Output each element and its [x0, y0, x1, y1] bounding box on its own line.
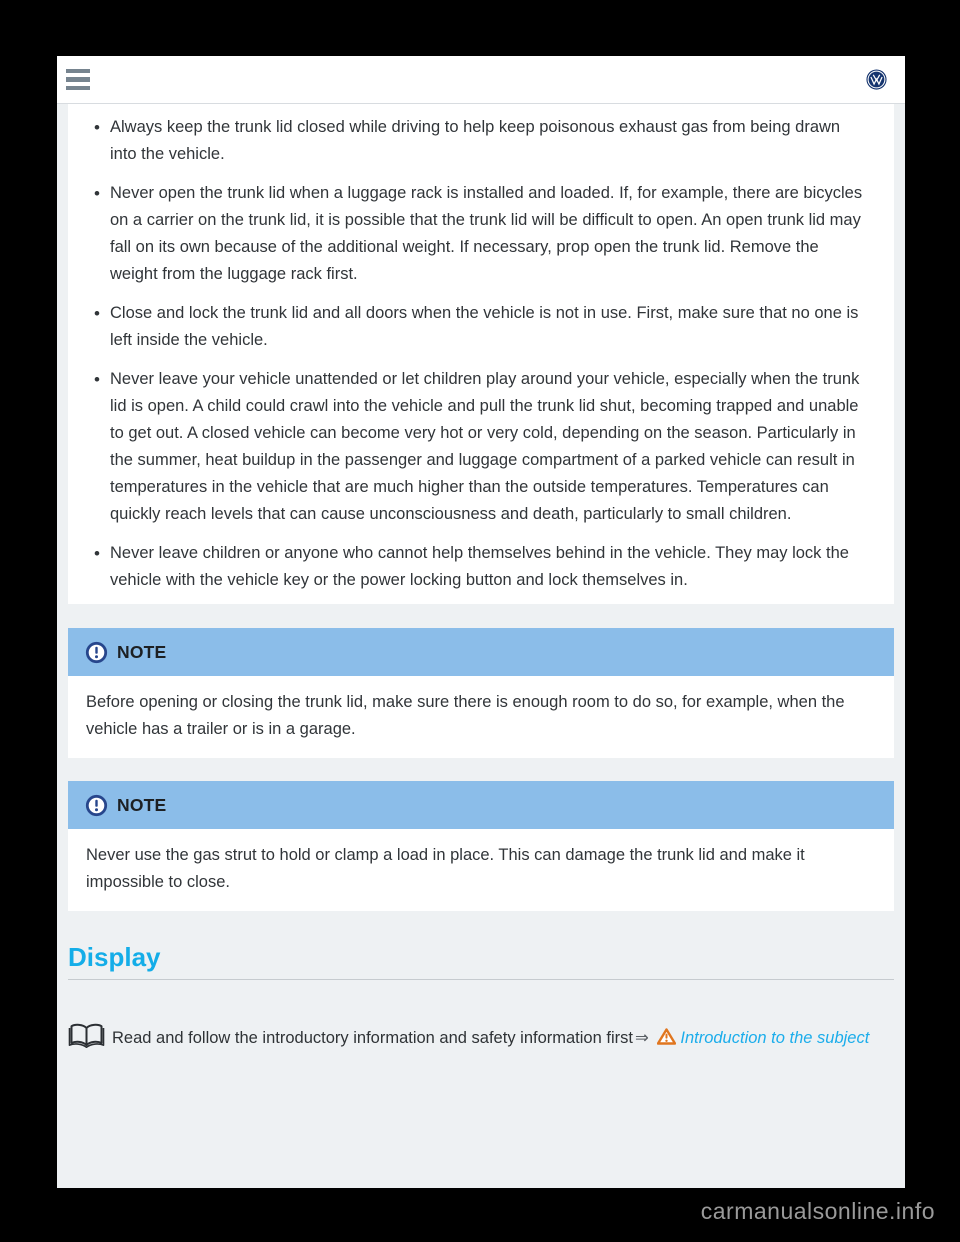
note-header	[68, 781, 894, 829]
vw-logo-icon	[866, 69, 887, 90]
safety-bullet-list	[94, 114, 868, 594]
section-divider	[68, 979, 894, 980]
note-exclamation-icon	[85, 794, 108, 817]
safety-bullet-item: • Close and lock the trunk lid and all doors when the vehicle is not in use. First, make sure that no one is left inside the vehicle.	[94, 300, 868, 354]
reference-arrow: ⇒	[634, 1029, 649, 1047]
intro-text: Read and follow the introductory information and safety information first	[112, 1029, 633, 1047]
note-exclamation-icon	[85, 641, 108, 664]
section-title: Display	[68, 942, 161, 972]
note-title: NOTE	[117, 794, 167, 815]
safety-bullet-item: • Never open the trunk lid when a luggage rack is installed and loaded. If, for example, there are bicycles on a carrier on the trunk lid, it is possible that the trunk lid will be difficult to open. An open trunk lid may fall on its own because of the additional weight. If necessary, prop open the trunk lid. Remove the weight from the luggage rack first.	[94, 180, 868, 288]
note-title: NOTE	[117, 641, 167, 662]
warning-triangle-icon	[657, 1028, 676, 1045]
page-header	[57, 56, 905, 104]
cross-reference-link[interactable]: Introduction to the subject	[680, 1029, 870, 1047]
manual-page	[57, 56, 905, 1188]
note-box	[68, 781, 894, 911]
safety-bullet-item: • Never leave your vehicle unattended or let children play around your vehicle, especially when the trunk lid is open. A child could crawl into the vehicle and pull the trunk lid shut, becoming trapped and unable to get out. A closed vehicle can become very hot or very cold, depending on the season. Particularly in the summer, heat buildup in the passenger and luggage compartment of a parked vehicle can result in temperatures in the vehicle that are much higher than the outside temperatures. Temperatures can quickly reach levels that can cause unconsciousness and death, particularly to small children.	[94, 366, 868, 528]
note-body-text: Never use the gas strut to hold or clamp a load in place. This can damage the trunk lid and make it impossible to close.	[68, 829, 894, 911]
safety-bullets-card	[68, 104, 894, 604]
note-box	[68, 628, 894, 758]
display-section	[68, 941, 894, 1052]
safety-bullet-item: • Never leave children or anyone who cannot help themselves behind in the vehicle. They may lock the vehicle with the vehicle key or the power locking button and lock themselves in.	[94, 540, 868, 594]
note-body-text: Before opening or closing the trunk lid, make sure there is enough room to do so, for example, when the vehicle has a trailer or is in a garage.	[68, 676, 894, 758]
note-header	[68, 628, 894, 676]
open-book-icon	[68, 1022, 105, 1048]
intro-paragraph	[68, 1022, 894, 1052]
hamburger-menu-icon[interactable]	[66, 69, 90, 91]
safety-bullet-item: • Always keep the trunk lid closed while driving to help keep poisonous exhaust gas from being drawn into the vehicle.	[94, 114, 868, 168]
watermark-text: carmanualsonline.info	[700, 1198, 935, 1224]
